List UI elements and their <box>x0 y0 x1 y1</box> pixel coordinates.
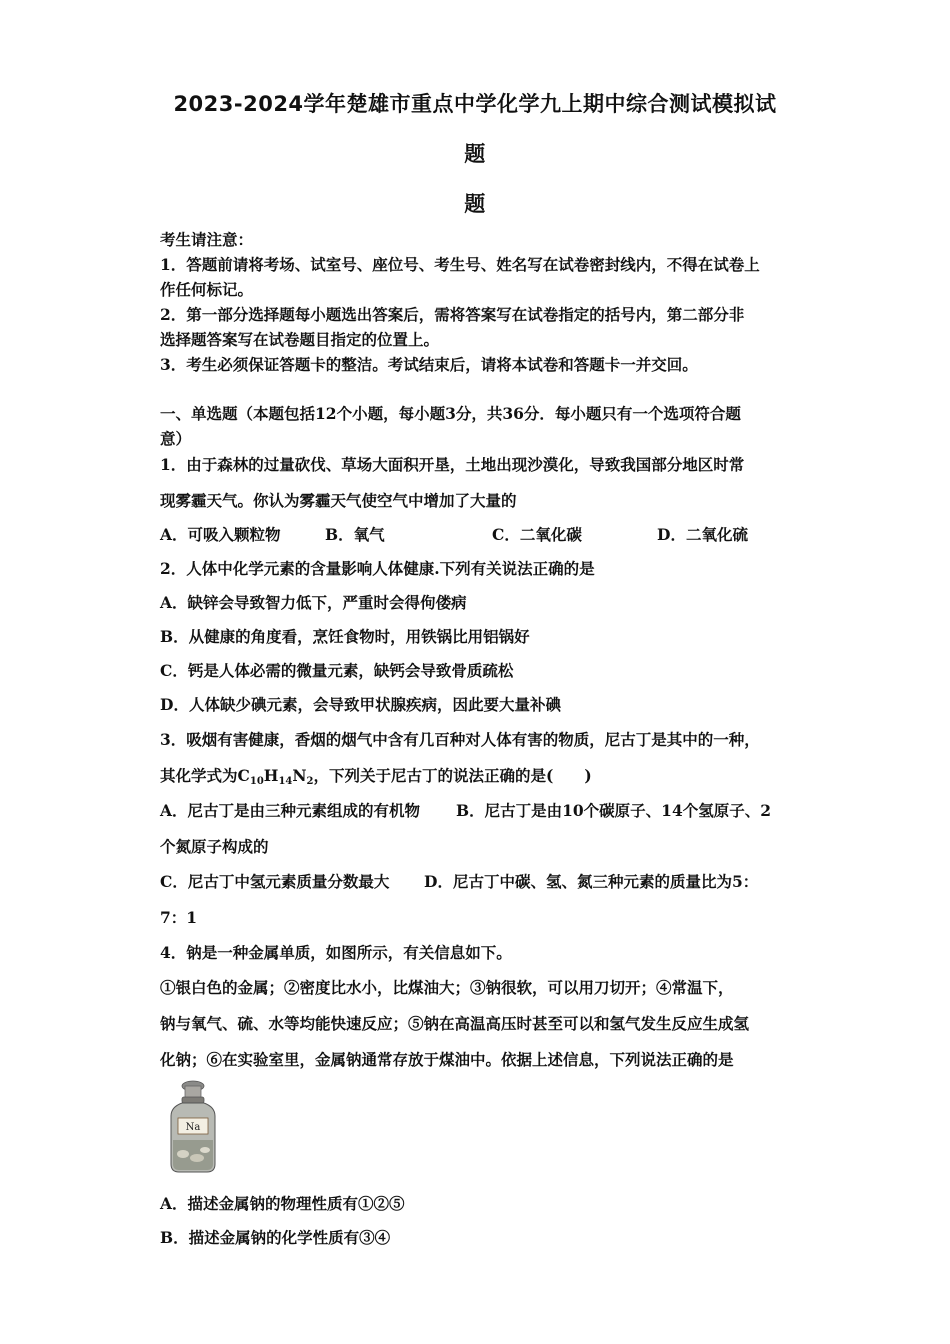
q3-stem-suffix: ，下列关于尼古丁的说法正确的是( ) <box>313 766 592 785</box>
exam-title-line3: 题 <box>464 192 486 216</box>
q4-stem: 4．钠是一种金属单质，如图所示，有关信息如下。 <box>160 943 512 962</box>
q3-stem-line1: 3．吸烟有害健康，香烟的烟气中含有几百种对人体有害的物质，尼古丁是其中的一种， <box>160 730 760 749</box>
section-heading-cont: 意） <box>160 429 192 448</box>
q4-option-a: A．描述金属钠的物理性质有①②⑤ <box>160 1194 405 1213</box>
q3-stem-line2 <box>160 764 592 787</box>
q1-option-b: B．氧气 <box>325 525 385 544</box>
q2-option-b: B．从健康的角度看，烹饪食物时，用铁锅比用铝锅好 <box>160 627 530 646</box>
notice-heading: 考生请注意： <box>160 230 254 249</box>
q4-info-line1: ①银白色的金属；②密度比水小，比煤油大；③钠很软，可以用刀切开；④常温下， <box>160 978 734 997</box>
bottle-label-text: Na <box>185 1122 201 1133</box>
q1-stem-line1: 1．由于森林的过量砍伐、草场大面积开垦，土地出现沙漠化，导致我国部分地区时常 <box>160 455 745 474</box>
q3-option-b-cont: 个氮原子构成的 <box>160 837 269 856</box>
q3-option-c: C．尼古丁中氢元素质量分数最大 <box>160 872 390 891</box>
q2-option-d: D．人体缺少碘元素，会导致甲状腺疾病，因此要大量补碘 <box>160 695 561 714</box>
section-heading: 一、单选题（本题包括12个小题，每小题3分，共36分．每小题只有一个选项符合题 <box>160 404 741 423</box>
q2-stem: 2．人体中化学元素的含量影响人体健康.下列有关说法正确的是 <box>160 559 595 578</box>
q3-option-b: B．尼古丁是由10个碳原子、14个氢原子、2 <box>456 801 772 820</box>
notice-item-3: 3．考生必须保证答题卡的整洁。考试结束后，请将本试卷和答题卡一并交回。 <box>160 355 698 374</box>
q1-option-a: A．可吸入颗粒物 <box>160 525 281 544</box>
q3-option-d-cont: 7：1 <box>160 908 198 927</box>
notice-item-1: 1．答题前请将考场、试室号、座位号、考生号、姓名写在试卷密封线内，不得在试卷上 <box>160 255 760 274</box>
notice-item-2-cont: 选择题答案写在试卷题目指定的位置上。 <box>160 330 440 349</box>
exam-title-line1: 2023-2024学年楚雄市重点中学化学九上期中综合测试模拟试 <box>173 92 777 116</box>
q4-info-line2: 钠与氧气、硫、水等均能快速反应；⑤钠在高温高压时甚至可以和氢气发生反应生成氢 <box>160 1014 750 1033</box>
sodium-reagent-bottle <box>165 1080 221 1174</box>
formula-hydrogen: H <box>263 766 279 785</box>
q2-option-c: C．钙是人体必需的微量元素，缺钙会导致骨质疏松 <box>160 661 514 680</box>
formula-hydrogen-count: 14 <box>278 776 293 787</box>
q1-option-d: D．二氧化硫 <box>657 525 748 544</box>
formula-carbon-count: 10 <box>249 776 264 787</box>
q4-option-b: B．描述金属钠的化学性质有③④ <box>160 1228 391 1247</box>
q3-option-d: D．尼古丁中碳、氢、氮三种元素的质量比为5： <box>424 872 759 891</box>
q2-option-a: A．缺锌会导致智力低下，严重时会得佝偻病 <box>160 593 467 612</box>
notice-item-2: 2．第一部分选择题每小题选出答案后，需将答案写在试卷指定的括号内，第二部分非 <box>160 305 745 324</box>
formula-nitrogen: N <box>292 766 307 785</box>
q1-option-c: C．二氧化碳 <box>492 525 582 544</box>
formula-carbon: C <box>237 766 250 785</box>
exam-title-line2: 题 <box>464 142 486 166</box>
notice-item-1-cont: 作任何标记。 <box>160 280 254 299</box>
q3-stem-prefix: 其化学式为 <box>160 766 238 785</box>
q3-option-a: A．尼古丁是由三种元素组成的有机物 <box>160 801 421 820</box>
q4-info-line3: 化钠；⑥在实验室里，金属钠通常存放于煤油中。依据上述信息，下列说法正确的是 <box>160 1050 734 1069</box>
nicotine-formula <box>238 766 314 785</box>
q1-stem-line2: 现雾霾天气。你认为雾霾天气使空气中增加了大量的 <box>160 491 517 510</box>
formula-nitrogen-count: 2 <box>306 776 314 787</box>
